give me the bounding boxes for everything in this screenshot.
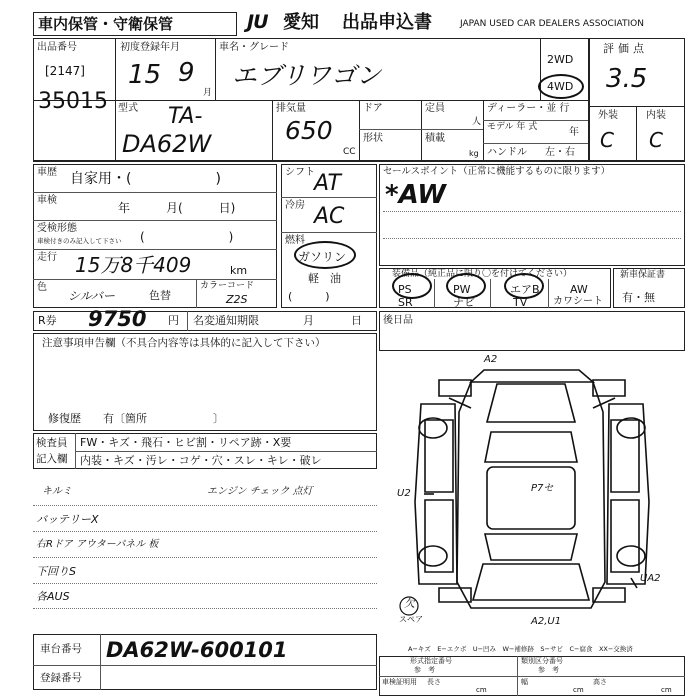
- drive-4wd: 4WD: [547, 80, 574, 93]
- chassis-label: 車台番号: [40, 643, 82, 655]
- capacity-label: 定員: [425, 103, 445, 114]
- displacement-value: 650: [285, 116, 333, 145]
- handle-options: 左・右: [545, 147, 575, 158]
- model-year-unit: 年: [569, 127, 579, 138]
- recycle-value: 9750: [88, 307, 147, 331]
- warranty-label: 新車保証書: [620, 270, 666, 280]
- spec-ref-label: 参 考: [414, 666, 435, 674]
- displacement-unit: CC: [343, 147, 356, 157]
- equipment-ps: PS: [398, 283, 412, 296]
- color-change-label: 色替: [149, 289, 171, 302]
- mileage-unit: km: [230, 264, 248, 277]
- spec-length-unit: cm: [476, 686, 487, 694]
- mileage-value: 15万8千409: [75, 253, 192, 277]
- equipment-pw: PW: [453, 283, 471, 296]
- drive-2wd: 2WD: [547, 53, 574, 66]
- reception-label: 受検形態: [37, 223, 77, 234]
- sales-point-value: *AW: [385, 180, 446, 210]
- dealer-label: ディーラー・並 行: [487, 103, 570, 114]
- storage-stamp: 車内保管・守衛保管: [38, 15, 174, 33]
- inspector-label: 検査員: [36, 437, 68, 449]
- spec-height-unit: cm: [661, 686, 672, 694]
- history-value: 自家用・( ): [70, 171, 221, 187]
- spare-mark: 欠: [404, 597, 415, 610]
- color-value: シルバー: [68, 289, 115, 303]
- equipment-leather: カワシート: [553, 296, 603, 307]
- model-line2: DA62W: [122, 130, 212, 158]
- spec-height-label: 高さ: [593, 678, 607, 686]
- pw-circle: [446, 273, 486, 299]
- spec-model-label: 形式指定番号: [410, 657, 452, 665]
- equipment-sr: SR: [398, 296, 413, 309]
- car-name-label: 車名・グレード: [219, 42, 289, 53]
- spare-label: スペア: [399, 615, 423, 624]
- rating-label: 評価点: [603, 42, 648, 55]
- inspector-interior-line: 内装・キズ・汚レ・コゲ・穴・スレ・キレ・破レ: [80, 454, 322, 467]
- ju-logo-text: 愛知: [283, 12, 319, 33]
- interior-label: 内装: [646, 110, 666, 121]
- spec-length-label: 長さ: [427, 678, 441, 686]
- color-label: 色: [37, 282, 47, 293]
- displacement-label: 排気量: [276, 103, 306, 114]
- recycle-label: R券: [38, 314, 57, 327]
- chassis-value: DA62W-600101: [106, 638, 288, 662]
- damage-mark-roof: P7セ: [531, 483, 554, 494]
- car-name-value: エブリワゴン: [232, 61, 382, 90]
- inspector-note-3: バッテリーX: [36, 513, 99, 526]
- damage-mark-a2-top: A2: [484, 354, 498, 365]
- equipment-tv: TV: [513, 296, 528, 309]
- lot-label: 出品番号: [37, 42, 77, 53]
- shape-label: 形状: [363, 133, 383, 144]
- lot-sub-number: [2147]: [45, 64, 85, 78]
- registration-year: 15: [128, 60, 162, 90]
- name-change-label: 名変通知期限: [193, 314, 259, 327]
- notes-label: 注意事項申告欄（不具合内容等は具体的に記入して下さい）: [42, 337, 326, 349]
- repair-history: 修復歴 有〔箇所 〕: [48, 412, 224, 425]
- equipment-airbag: エアB: [510, 283, 540, 296]
- handle-label: ハンドル: [487, 147, 527, 158]
- inspector-note-2: エンジン チェック 点灯: [207, 486, 313, 497]
- spec-width-unit: cm: [573, 686, 584, 694]
- mileage-label: 走行: [37, 252, 57, 263]
- rating-score: 3.5: [606, 64, 648, 94]
- spec-cert-label: 車検証明用: [382, 678, 417, 686]
- model-label: 型式: [118, 103, 138, 114]
- damage-mark-u2-left: U2: [397, 488, 411, 499]
- load-unit: kg: [469, 149, 479, 158]
- fuel-label: 燃料: [285, 235, 305, 246]
- load-label: 積載: [425, 133, 445, 144]
- shift-value: AT: [314, 171, 341, 196]
- equipment-aw: AW: [570, 283, 588, 296]
- spec-ref2-label: 参 考: [538, 666, 559, 674]
- month-unit: 月: [203, 88, 213, 98]
- fuel-circle: [294, 241, 356, 269]
- capacity-unit: 人: [472, 117, 482, 127]
- damage-mark-ua2-right: UA2: [640, 573, 661, 584]
- name-change-day: 日: [351, 314, 362, 327]
- association-name: JAPAN USED CAR DEALERS ASSOCIATION: [460, 19, 644, 29]
- inspector-note-1: キルミ: [42, 486, 72, 497]
- inspection-label: 車検: [37, 195, 57, 206]
- damage-legend: A−キズ E−エクボ U−凹み W−補修跡 S−サビ C−腐食 XX−交換済: [408, 645, 633, 653]
- reg-number-label: 登録番号: [40, 672, 82, 684]
- color-code-label: カラーコード: [200, 281, 255, 291]
- exterior-grade: C: [600, 128, 614, 152]
- lot-number: 35015: [38, 89, 108, 114]
- reception-paren: ( ): [140, 230, 234, 244]
- warranty-options: 有・無: [622, 291, 655, 304]
- interior-grade: C: [649, 128, 663, 152]
- damage-mark-a2u1-rear: A2,U1: [531, 616, 562, 627]
- inspector-exterior-line: FW・キズ・飛石・ヒビ割・リペア跡・X要: [80, 436, 292, 449]
- model-year-label: モデル 年 式: [487, 122, 538, 132]
- aircon-label: 冷房: [285, 200, 305, 211]
- form-title: 出品申込書: [342, 12, 432, 33]
- color-code-value: Z2S: [226, 293, 248, 306]
- ps-circle: [392, 273, 432, 299]
- door-label: ドア: [363, 103, 383, 114]
- name-change-month: 月: [303, 314, 314, 327]
- aircon-value: AC: [314, 204, 345, 229]
- inspection-value: 年 月( 日): [118, 201, 236, 215]
- inspector-note-5: 下回りS: [36, 565, 76, 578]
- reception-note: 車検付きのみ記入して下さい: [37, 237, 122, 245]
- inspector-note-4: 右Rドア アウターパネル 板: [36, 539, 159, 550]
- spec-class-label: 類別区分番号: [521, 657, 563, 665]
- registration-month: 9: [178, 58, 195, 88]
- recycle-unit: 円: [168, 314, 179, 327]
- equipment-label: 装備品（純正品に限り〇を付けてください）: [392, 269, 573, 279]
- drive-4wd-circle: [538, 74, 584, 99]
- fuel-paren: ( ): [288, 290, 330, 303]
- history-label: 車歴: [37, 167, 57, 178]
- airbag-circle: [504, 273, 544, 299]
- inspector-label-2: 記入欄: [36, 453, 68, 465]
- ju-logo-mark: JU: [247, 11, 268, 33]
- exterior-label: 外装: [598, 110, 618, 121]
- spec-width-label: 幅: [521, 678, 528, 686]
- fuel-options: 軽 油: [308, 272, 341, 285]
- sales-point-label: セールスポイント（正常に機能するものに限ります）: [383, 166, 611, 177]
- fuel-value: ガソリン: [298, 250, 347, 264]
- later-items-label: 後日品: [383, 315, 413, 326]
- shift-label: シフト: [285, 167, 315, 178]
- registration-label: 初度登録年月: [120, 42, 180, 53]
- inspector-note-6: 各AUS: [36, 590, 70, 603]
- model-line1: TA-: [168, 104, 203, 129]
- equipment-navi: ナビ: [453, 296, 475, 309]
- later-items-block: [379, 311, 685, 351]
